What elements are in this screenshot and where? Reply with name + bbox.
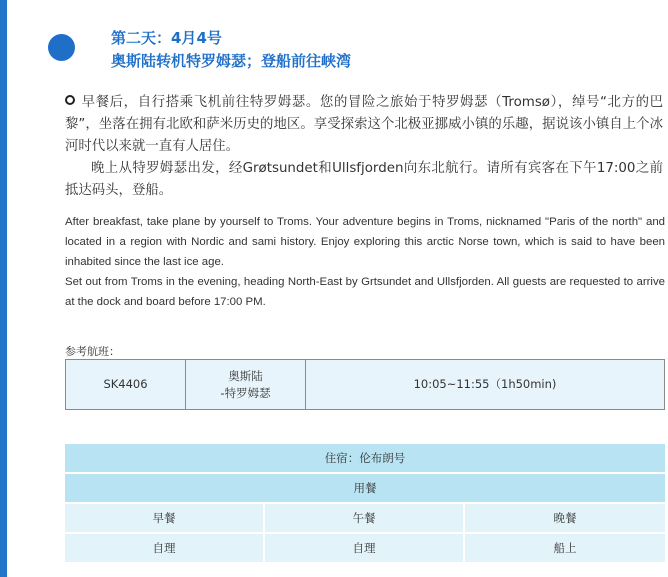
meal-name-lunch: 午餐 [265,504,463,532]
zh-paragraph-2: 晚上从特罗姆瑟出发，经Grøtsundet和Ullsfjorden向东北航行。请所有宾客在下午17:00之前抵达码头，登船。 [65,161,663,198]
chinese-description [65,92,663,202]
day-subtitle: 奥斯陆转机特罗姆瑟；登船前往峡湾 [111,52,352,70]
meal-value-breakfast: 自理 [65,534,263,562]
flight-number: SK4406 [66,360,186,410]
meal-name-breakfast: 早餐 [65,504,263,532]
day-marker-dot [48,34,75,61]
meal-name-dinner: 晚餐 [465,504,665,532]
accommodation-row: 住宿：伦布朗号 [65,444,665,472]
en-paragraph-2: Set out from Troms in the evening, heading North-East by Grtsundet and Ullsfjorden. All guests are requested to arrive at the dock and board before 17:00 PM. [65,276,665,308]
meal-value-dinner: 船上 [465,534,665,562]
flight-route-destination: -特罗姆瑟 [220,385,271,400]
day-title: 第二天：4月4号 [111,29,222,47]
en-paragraph-1: After breakfast, take plane by yourself to Troms. Your adventure begins in Troms, nicknamed "Paris of the north" and located in a region with Nordic and sami history. Enjoy exploring this arctic Norse town, which is said to have been inhabited since the last ice age. [65,216,665,268]
english-description [65,212,665,312]
flight-row [66,360,665,410]
left-accent-bar [0,0,7,577]
meal-values-row [65,534,665,562]
lodging-table [65,444,665,564]
meal-value-lunch: 自理 [265,534,463,562]
flight-label: 参考航班： [65,345,120,358]
meal-names-row [65,504,665,532]
flight-route [186,360,306,410]
bullet-icon [65,95,75,105]
flight-time: 10:05~11:55（1h50min) [306,360,665,410]
flight-route-origin: 奥斯陆 [228,368,263,383]
zh-paragraph-1 [65,92,663,158]
meals-header: 用餐 [65,474,665,502]
zh-paragraph-1-text: 早餐后，自行搭乘飞机前往特罗姆瑟。您的冒险之旅始于特罗姆瑟（Tromsø），绰号“北方的巴黎”，坐落在拥有北欧和萨米历史的地区。享受探索这个北极亚挪威小镇的乐趣，据说该小镇自上个冰河时代以来就一直有人居住。 [65,95,663,154]
flight-table [65,359,665,410]
